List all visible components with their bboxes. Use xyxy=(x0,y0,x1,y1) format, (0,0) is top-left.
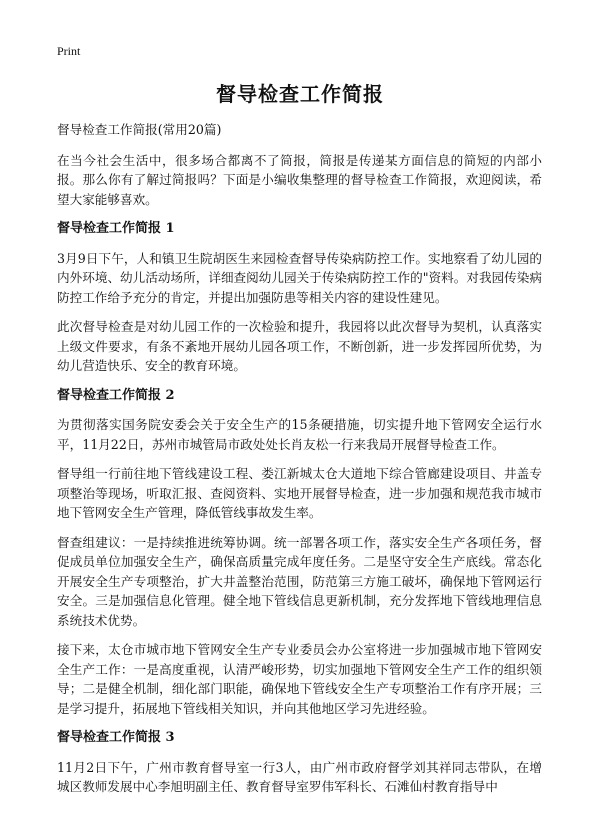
section-paragraph: 为贯彻落实国务院安委会关于安全生产的15条硬措施，切实提升地下管网安全运行水平，11月22日，苏州市城管局市政处处长肖友松一行来我局开展督导检查工作。 xyxy=(57,417,542,452)
section-heading: 督导检查工作简报 2 xyxy=(57,387,175,403)
document-body xyxy=(57,120,542,807)
section-1 xyxy=(57,219,542,376)
document-subtitle: 督导检查工作简报(常用20篇) xyxy=(57,122,222,137)
section-paragraph: 3月9日下午，人和镇卫生院胡医生来园检查督导传染病防控工作。实地察看了幼儿园的内外环境、幼儿活动场所，详细查阅幼儿园关于传染病防控工作的"资料。对我园传染病防控工作给予充分的肯定，并提出加强防患等相关内容的建设性建见。 xyxy=(57,250,542,305)
section-paragraph: 督导组一行前往地下管线建设工程、娄江新城太仓大道地下综合管廊建设项目、井盖专项整治等现场，听取汇报、查阅资料、实地开展督导检查，进一步加强和规范我市城市地下管网安全生产管理，降低管线事故发生率。 xyxy=(57,466,542,520)
page-title: 督导检查工作简报 xyxy=(216,82,384,106)
section-paragraph: 接下来，太仓市城市地下管网安全生产专业委员会办公室将进一步加强城市地下管网安全生产工作：一是高度重视，认清严峻形势，切实加强地下管网安全生产工作的组织领导；二是健全机制，细化部门职能，确保地下管线安全生产专项整治工作有序开展；三是学习提升，拓展地下管线相关知识，并向其他地区学习先进经验。 xyxy=(57,642,542,716)
intro-paragraph: 在当今社会生活中，很多场合都离不了简报，简报是传递某方面信息的简短的内部小报。那么你有了解过简报吗？下面是小编收集整理的督导检查工作简报，欢迎阅读，希望大家能够喜欢。 xyxy=(57,152,542,207)
print-link[interactable]: Print xyxy=(57,44,81,58)
section-heading: 督导检查工作简报 3 xyxy=(57,730,175,745)
section-2 xyxy=(57,386,542,719)
section-heading: 督导检查工作简报 1 xyxy=(57,221,175,236)
section-paragraph: 督查组建议：一是持续推进统筹协调。统一部署各项工作，落实安全生产各项任务，督促成员单位加强安全生产，确保高质量完成年度任务。二是坚守安全生产底线。常态化开展安全生产专项整治，扩大井盖整治范围，防范第三方施工破坏，确保地下管网运行安全。三是加强信息化管理。健全地下管线信息更新机制，充分发挥地下管线地理信息系统技术优势。 xyxy=(57,534,542,628)
section-paragraph: 此次督导检查是对幼儿园工作的一次检验和提升，我园将以此次督导为契机，认真落实上级文件要求，有条不紊地开展幼儿园各项工作，不断创新，进一步发挥园所优势，为幼儿营造快乐、安全的教育环境。 xyxy=(57,319,542,373)
section-paragraph: 11月2日下午，广州市教育督导室一行3人，由广州市政府督学刘其祥同志带队，在增城区教师发展中心李旭明副主任、教育督导室罗伟军科长、石滩仙村教育指导中 xyxy=(57,759,542,794)
section-3 xyxy=(57,728,542,797)
